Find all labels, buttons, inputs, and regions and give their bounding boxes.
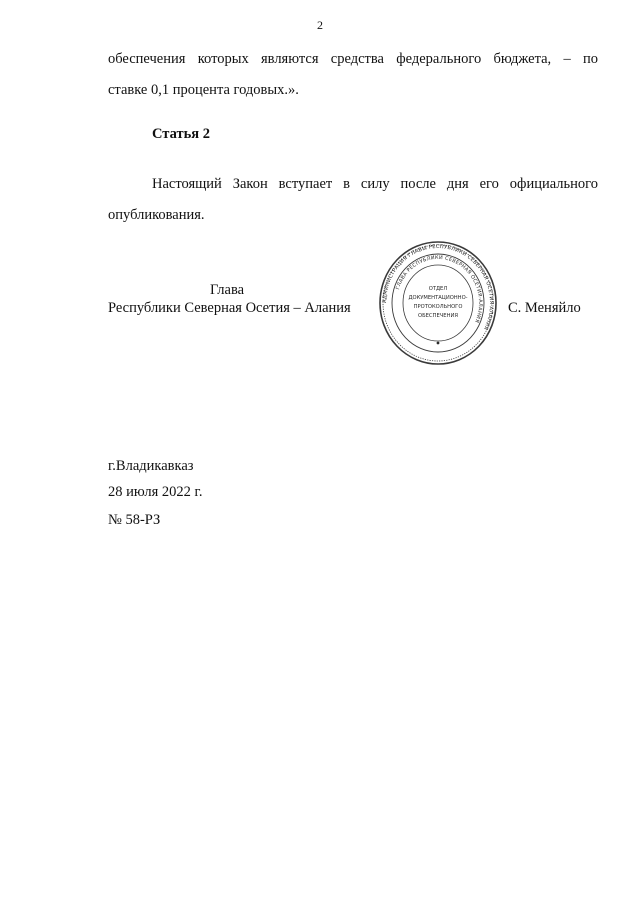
seal-center-line: ОТДЕЛ [428, 286, 448, 292]
signatory-title-line2: Республики Северная Осетия – Алания [108, 300, 351, 316]
paragraph-line: ставке 0,1 процента годовых.». [108, 82, 299, 98]
page-number: 2 [317, 18, 323, 32]
place-of-signing: г.Владикавказ [108, 458, 194, 474]
paragraph-continuation [108, 44, 598, 106]
seal-inner-text: ГЛАВА РЕСПУБЛИКИ СЕВЕРНАЯ ОСЕТИЯ-АЛАНИЯ [395, 254, 484, 324]
signatory-title-line1: Глава [210, 282, 245, 298]
paragraph-line: Настоящий Закон вступает в силу после дня его официального [152, 176, 598, 192]
article-heading: Статья 2 [152, 126, 210, 142]
seal-center-line: ПРОТОКОЛЬНОГО [413, 304, 463, 310]
official-seal [378, 240, 498, 366]
law-number: № 58-РЗ [108, 512, 161, 528]
signatory-name: С. Меняйло [508, 300, 581, 316]
article-paragraph [108, 169, 598, 231]
seal-outer-text: АДМИНИСТРАЦИЯ ГЛАВЫ РЕСПУБЛИКИ СЕВЕРНАЯ ОСЕТИЯ-АЛАНИЯ [381, 243, 495, 331]
paragraph-line: опубликования. [108, 207, 205, 223]
date-of-signing: 28 июля 2022 г. [108, 484, 203, 500]
seal-center-line: ОБЕСПЕЧЕНИЯ [418, 313, 458, 319]
seal-center-line: ДОКУМЕНТАЦИОННО- [408, 295, 468, 301]
paragraph-line: обеспечения которых являются средства федерального бюджета, – по [108, 51, 598, 67]
